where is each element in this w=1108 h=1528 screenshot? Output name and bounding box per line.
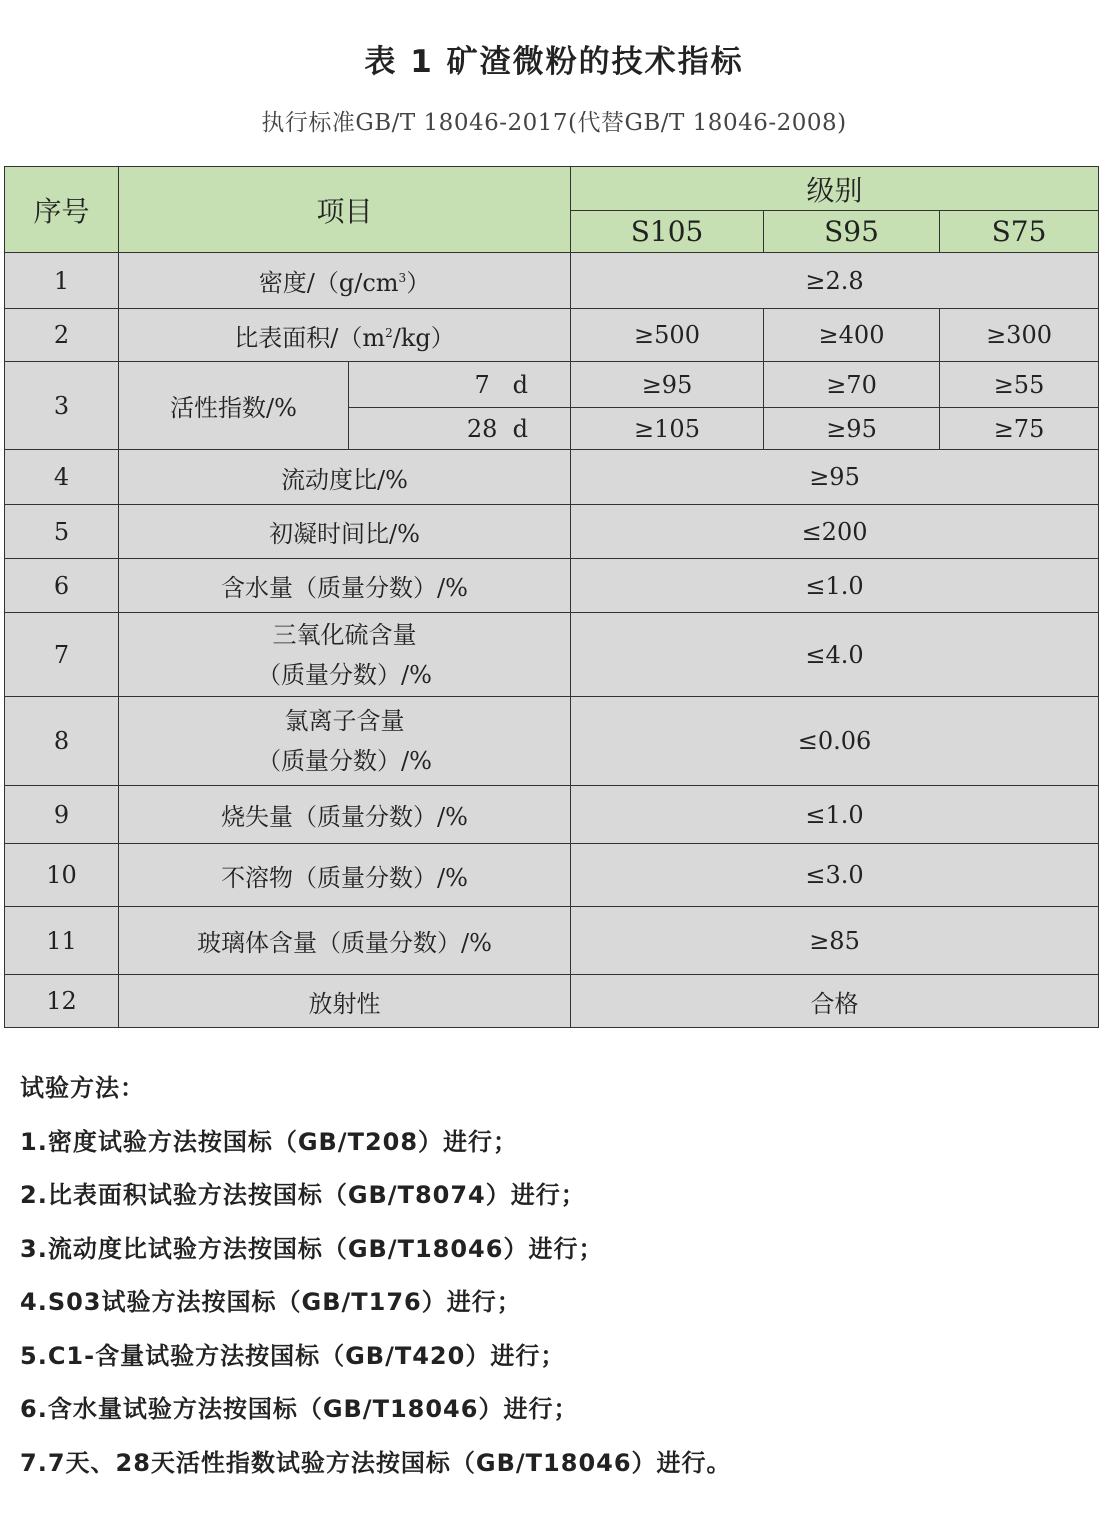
row-value-s105: ≥95 <box>571 362 764 408</box>
row-item: 放射性 <box>119 975 571 1028</box>
row-value: ≤3.0 <box>571 844 1099 907</box>
row-item: 烧失量（质量分数）/% <box>119 786 571 844</box>
row-item: 不溶物（质量分数）/% <box>119 844 571 907</box>
test-methods-notes <box>20 1070 732 1498</box>
table-row <box>5 559 1099 613</box>
note-item: 6.含水量试验方法按国标（GB/T18046）进行； <box>20 1395 579 1423</box>
table-row <box>5 309 1099 362</box>
note-item: 3.流动度比试验方法按国标（GB/T18046）进行； <box>20 1234 604 1263</box>
row-item: 流动度比/% <box>119 450 571 505</box>
row-value: ≤1.0 <box>571 559 1099 613</box>
note-item: 2.比表面积试验方法按国标（GB/T8074）进行； <box>20 1181 586 1209</box>
notes-heading: 试验方法： <box>20 1074 145 1102</box>
header-grade-s95: S95 <box>764 211 940 253</box>
row-no: 3 <box>5 362 119 450</box>
row-period: 7 d <box>349 362 571 408</box>
row-value: ≤4.0 <box>571 613 1099 697</box>
table-row <box>5 697 1099 786</box>
header-item: 项目 <box>119 167 571 253</box>
row-item: 氯离子含量 （质量分数）/% <box>119 697 571 786</box>
spec-table <box>4 166 1099 1028</box>
table-row <box>5 907 1099 975</box>
row-no: 8 <box>5 697 119 786</box>
row-value: ≥95 <box>571 450 1099 505</box>
row-value-s75: ≥75 <box>940 408 1099 450</box>
standard-subtitle: 执行标准GB/T 18046-2017(代替GB/T 18046-2008) <box>261 110 847 136</box>
note-item: 1.密度试验方法按国标（GB/T208）进行； <box>20 1127 519 1156</box>
table-row <box>5 450 1099 505</box>
row-value: ≤1.0 <box>571 786 1099 844</box>
row-no: 6 <box>5 559 119 613</box>
row-value: ≤200 <box>571 505 1099 559</box>
note-item: 4.S03试验方法按国标（GB/T176）进行； <box>20 1288 522 1316</box>
row-value-s105: ≥105 <box>571 408 764 450</box>
row-value: 合格 <box>571 975 1099 1028</box>
row-no: 9 <box>5 786 119 844</box>
note-item: 5.C1-含量试验方法按国标（GB/T420）进行； <box>20 1341 566 1370</box>
table-row <box>5 844 1099 907</box>
table-row <box>5 362 1099 408</box>
row-item: 玻璃体含量（质量分数）/% <box>119 907 571 975</box>
row-value-s75: ≥55 <box>940 362 1099 408</box>
row-value-s75: ≥300 <box>940 309 1099 362</box>
row-item: 密度$/(g/cm^3)$ <box>119 253 571 309</box>
header-grade-s75: S75 <box>940 211 1099 253</box>
row-no: 10 <box>5 844 119 907</box>
page-title: 表 1 矿渣微粉的技术指标 <box>364 44 744 80</box>
row-value: ≥2.8 <box>571 253 1099 309</box>
row-no: 7 <box>5 613 119 697</box>
row-value: ≥85 <box>571 907 1099 975</box>
row-item: 比表面积$/(m^2/kg)$ <box>119 309 571 362</box>
header-seq: 序号 <box>5 167 119 253</box>
note-item: 7.7天、28天活性指数试验方法按国标（GB/T18046）进行。 <box>20 1448 732 1477</box>
table-row <box>5 975 1099 1028</box>
table-row <box>5 786 1099 844</box>
row-no: 4 <box>5 450 119 505</box>
row-item: 三氧化硫含量 （质量分数）/% <box>119 613 571 697</box>
row-no: 11 <box>5 907 119 975</box>
row-no: 2 <box>5 309 119 362</box>
row-item: 含水量（质量分数）/% <box>119 559 571 613</box>
header-grade-s105: S105 <box>571 211 764 253</box>
row-value-s95: ≥70 <box>764 362 940 408</box>
row-item: 初凝时间比/% <box>119 505 571 559</box>
table-row <box>5 613 1099 697</box>
row-no: 5 <box>5 505 119 559</box>
row-period: 28 d <box>349 408 571 450</box>
row-value-s95: ≥95 <box>764 408 940 450</box>
header-grade: 级别 <box>571 167 1099 211</box>
table-row <box>5 253 1099 309</box>
row-no: 12 <box>5 975 119 1028</box>
row-no: 1 <box>5 253 119 309</box>
row-value-s95: ≥400 <box>764 309 940 362</box>
row-item: 活性指数/% <box>119 362 349 450</box>
table-row <box>5 505 1099 559</box>
row-value: ≤0.06 <box>571 697 1099 786</box>
row-value-s105: ≥500 <box>571 309 764 362</box>
